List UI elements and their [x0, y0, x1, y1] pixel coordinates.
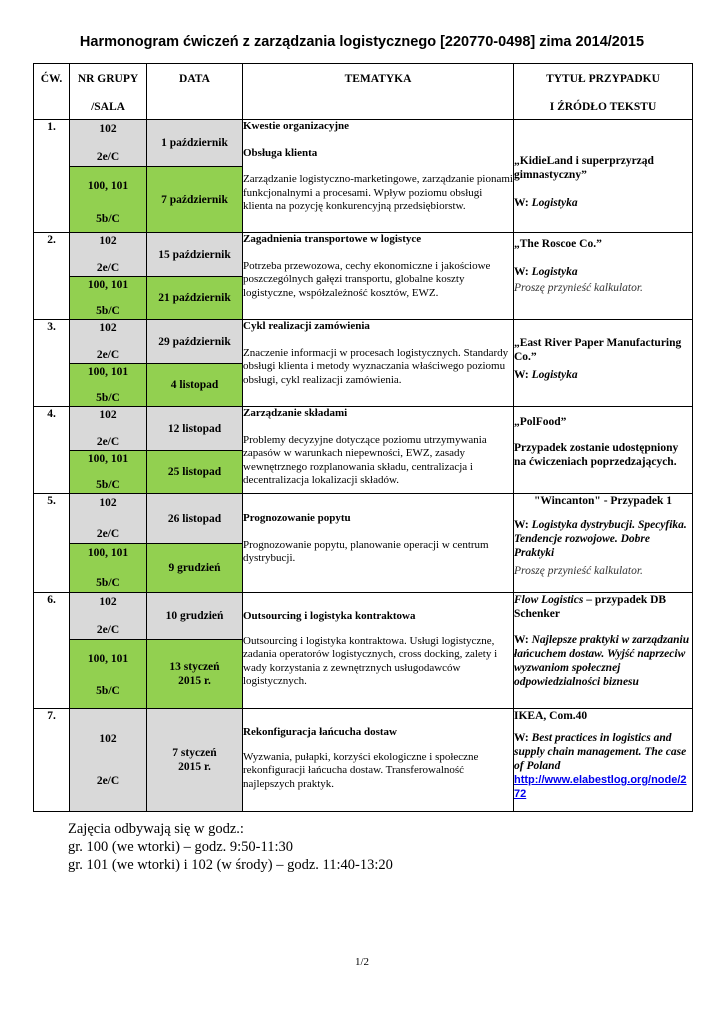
date-2: 21 październik — [147, 276, 242, 319]
row-number: 7. — [34, 709, 70, 812]
date-cell — [147, 494, 243, 593]
group-102: 102 2e/C — [70, 407, 146, 450]
group-100-101: 100, 101 5b/C — [70, 639, 146, 708]
group-cell — [70, 593, 147, 709]
case-cell: „East River Paper Manufacturing Co.” W: Logistyka — [514, 320, 693, 407]
table-row — [34, 407, 693, 494]
case-cell: „PolFood” Przypadek zostanie udostępniony na ćwiczeniach poprzedzających. — [514, 407, 693, 494]
table-row — [34, 494, 693, 593]
group-cell — [70, 320, 147, 407]
group-100-101: 100, 101 5b/C — [70, 276, 146, 319]
row-number: 1. — [34, 120, 70, 233]
notes-line: Zajęcia odbywają się w godz.: — [68, 821, 244, 837]
date-2: 7 październik — [147, 166, 242, 232]
date-2: 4 listopad — [147, 363, 242, 406]
date-1: 15 październik — [147, 233, 242, 276]
notes-block — [68, 820, 393, 874]
group-cell — [70, 233, 147, 320]
row-number: 3. — [34, 320, 70, 407]
header-cw: ĆW. — [34, 64, 70, 120]
row-number: 4. — [34, 407, 70, 494]
date-cell — [147, 593, 243, 709]
case-cell: „The Roscoe Co.” W: Logistyka Proszę przynieść kalkulator. — [514, 233, 693, 320]
header-group: NR GRUPY /SALA — [70, 64, 147, 120]
topic-cell: Cykl realizacji zamówienia Znaczenie informacji w procesach logistycznych. Standardy obsługi klienta i metody wyznaczania właściwego poziomu obsługi, cykl realizacji zamówienia. — [243, 320, 514, 407]
group-cell — [70, 407, 147, 494]
date-cell — [147, 320, 243, 407]
date-2: 9 grudzień — [147, 543, 242, 592]
notes-line: gr. 100 (we wtorki) – godz. 9:50-11:30 — [68, 839, 293, 855]
date-1: 29 październik — [147, 320, 242, 363]
topic-cell: Prognozowanie popytu Prognozowanie popytu, planowanie operacji w centrum dystrybucji. — [243, 494, 514, 593]
date-1: 10 grudzień — [147, 593, 242, 639]
row-number: 5. — [34, 494, 70, 593]
table-row — [34, 233, 693, 320]
topic-cell: Outsourcing i logistyka kontraktowa Outsourcing i logistyka kontraktowa. Usługi logistyczne, zadania operatorów logistycznych, cross docking, zalety i wady korzystania z zewnętrznych usługodawców logistycznych. — [243, 593, 514, 709]
header-date: DATA — [147, 64, 243, 120]
case-link[interactable]: http://www.elabestlog.org/node/272 — [514, 774, 687, 800]
date-cell — [147, 709, 243, 812]
group-cell — [70, 120, 147, 233]
group-102: 102 2e/C — [70, 120, 146, 166]
date-1: 26 listopad — [147, 494, 242, 543]
group-102: 102 2e/C — [70, 320, 146, 363]
row-number: 6. — [34, 593, 70, 709]
case-cell: „KidieLand i superprzyrząd gimnastyczny” W: Logistyka — [514, 120, 693, 233]
group-cell — [70, 709, 147, 812]
date-1: 12 listopad — [147, 407, 242, 450]
table-header-row — [34, 64, 693, 120]
date-cell — [147, 233, 243, 320]
date-1: 7 styczeń 2015 r. — [172, 747, 217, 773]
topic-cell: Zarządzanie składami Problemy decyzyjne dotyczące poziomu utrzymywania zapasów w warunkach niepewności, EWZ, zasady wewnętrznego rozplanowania składu, centralizacja i decentralizacja lokalizacji składów. — [243, 407, 514, 494]
group-cell — [70, 494, 147, 593]
topic-cell: Zagadnienia transportowe w logistyce Potrzeba przewozowa, cechy ekonomiczne i jakościowe poszczególnych gałęzi transportu, globalne koszty logistyczne, współzależność kosztów, EWZ. — [243, 233, 514, 320]
table-row — [34, 120, 693, 233]
group-102: 102 2e/C — [96, 733, 120, 787]
date-2: 25 listopad — [147, 450, 242, 493]
date-2: 13 styczeń 2015 r. — [147, 639, 242, 708]
date-cell — [147, 120, 243, 233]
row-number: 2. — [34, 233, 70, 320]
case-cell: IKEA, Com.40 W: Best practices in logistics and supply chain management. The case of Poland http://www.elabestlog.org/node/272 — [514, 709, 693, 812]
group-100-101: 100, 101 5b/C — [70, 363, 146, 406]
group-100-101: 100, 101 5b/C — [70, 166, 146, 232]
table-row — [34, 593, 693, 709]
page-title: Harmonogram ćwiczeń z zarządzania logistycznego [220770-0498] zima 2014/2015 — [79, 34, 645, 50]
case-cell: Flow Logistics – przypadek DB Schenker W: Najlepsze praktyki w zarządzaniu łańcuchem dostaw. Wyjść naprzeciw wyzwaniom społecznej odpowiedzialności biznesu — [514, 593, 693, 709]
schedule-table — [33, 63, 693, 812]
date-cell — [147, 407, 243, 494]
group-102: 102 2e/C — [70, 593, 146, 639]
date-1: 1 październik — [147, 120, 242, 166]
group-100-101: 100, 101 5b/C — [70, 450, 146, 493]
table-row — [34, 709, 693, 812]
group-102: 102 2e/C — [70, 233, 146, 276]
topic-cell: Rekonfiguracja łańcucha dostaw Wyzwania, pułapki, korzyści ekologiczne i społeczne rekonfiguracji łańcucha dostaw. Transferowalność najlepszych praktyk. — [243, 709, 514, 812]
table-row — [34, 320, 693, 407]
notes-line: gr. 101 (we wtorki) i 102 (w środy) – godz. 11:40-13:20 — [68, 857, 393, 873]
group-100-101: 100, 101 5b/C — [70, 543, 146, 592]
case-cell: "Wincanton" - Przypadek 1 W: Logistyka dystrybucji. Specyfika. Tendencje rozwojowe. Dobre Praktyki Proszę przynieść kalkulator. — [514, 494, 693, 593]
page-number: 1/2 — [354, 956, 370, 968]
group-102: 102 2e/C — [70, 494, 146, 543]
header-case: TYTUŁ PRZYPADKU I ŹRÓDŁO TEKSTU — [514, 64, 693, 120]
header-topic: TEMATYKA — [243, 64, 514, 120]
topic-cell: Kwestie organizacyjne Obsługa klienta Zarządzanie logistyczno-marketingowe, zarządzanie pionami funkcjonalnymi a procesami. Wpływ poziomu obsługi klienta na pozycję konkurencyjną przedsiębiorstw. — [243, 120, 514, 233]
